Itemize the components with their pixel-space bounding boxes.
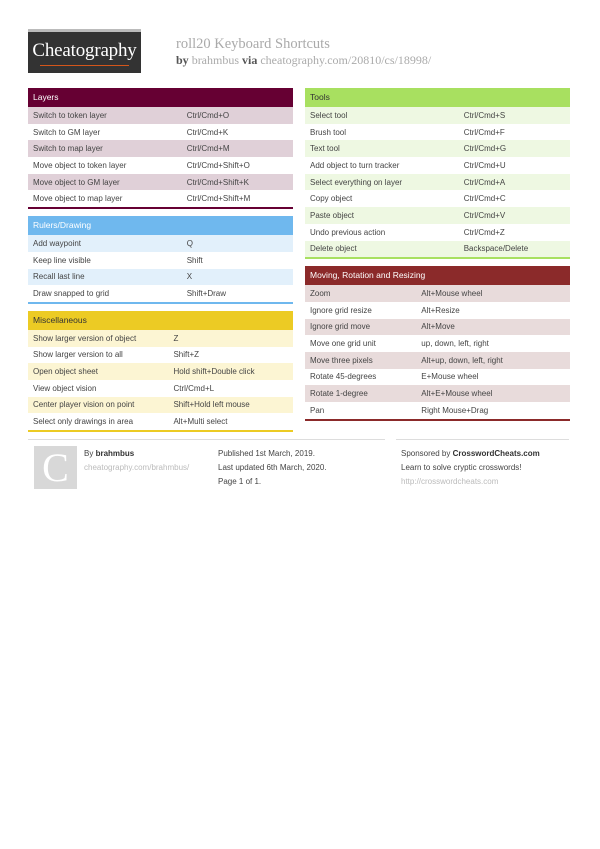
shortcut-cell: E+Mouse wheel bbox=[421, 372, 479, 382]
action-cell: Zoom bbox=[310, 289, 331, 299]
section-moving bbox=[305, 266, 570, 421]
table-row bbox=[305, 174, 570, 191]
shortcut-table-moving bbox=[305, 285, 570, 419]
table-row bbox=[28, 124, 293, 141]
table-row bbox=[28, 107, 293, 124]
section-header-layers: Layers bbox=[28, 88, 293, 107]
action-cell: Open object sheet bbox=[33, 367, 98, 377]
shortcut-cell: Ctrl/Cmd+O bbox=[186, 110, 230, 120]
page-count: Page 1 of 1. bbox=[218, 477, 262, 486]
section-layers bbox=[28, 88, 293, 209]
table-row bbox=[28, 174, 293, 191]
section-bottom-rule bbox=[305, 257, 570, 259]
table-row bbox=[28, 363, 293, 380]
shortcut-cell: Ctrl/Cmd+L bbox=[173, 383, 215, 393]
action-cell: Switch to token layer bbox=[33, 110, 107, 120]
left-column bbox=[28, 88, 293, 437]
shortcut-cell: Ctrl/Cmd+G bbox=[463, 144, 507, 154]
table-row bbox=[305, 302, 570, 319]
table-row bbox=[305, 107, 570, 124]
logo-text: Cheatography bbox=[32, 40, 137, 61]
footer-author-link[interactable]: brahmbus bbox=[95, 449, 135, 458]
action-cell: Add waypoint bbox=[33, 238, 82, 248]
footer-author-url[interactable]: cheatography.com/brahmbus/ bbox=[84, 463, 190, 472]
shortcut-cell: Ctrl/Cmd+U bbox=[463, 160, 506, 170]
table-row bbox=[305, 241, 570, 258]
byline bbox=[176, 53, 431, 68]
footer-divider bbox=[28, 439, 221, 440]
shortcut-cell: Backspace/Delete bbox=[463, 244, 529, 254]
shortcut-cell: Z bbox=[173, 333, 179, 343]
action-cell: Switch to map layer bbox=[33, 144, 103, 154]
shortcut-cell: Shift bbox=[186, 255, 203, 265]
table-row bbox=[28, 413, 293, 430]
action-cell: Paste object bbox=[310, 210, 355, 220]
by-label: by bbox=[176, 53, 189, 67]
table-row bbox=[305, 157, 570, 174]
via-label: via bbox=[242, 53, 258, 67]
shortcut-table-rulers bbox=[28, 235, 293, 302]
action-cell: Undo previous action bbox=[310, 227, 386, 237]
shortcut-cell: Ctrl/Cmd+Shift+K bbox=[186, 177, 249, 187]
section-header-tools: Tools bbox=[305, 88, 570, 107]
table-row bbox=[305, 402, 570, 419]
action-cell: Select tool bbox=[310, 110, 348, 120]
shortcut-cell: Hold shift+Double click bbox=[173, 367, 255, 377]
footer-divider bbox=[213, 439, 385, 440]
shortcut-cell: Right Mouse+Drag bbox=[421, 405, 489, 415]
section-bottom-rule bbox=[28, 430, 293, 432]
table-row bbox=[28, 397, 293, 414]
table-row bbox=[28, 140, 293, 157]
action-cell: Keep line visible bbox=[33, 255, 91, 265]
table-row bbox=[28, 157, 293, 174]
shortcut-table-misc bbox=[28, 330, 293, 430]
updated-date: Last updated 6th March, 2020. bbox=[218, 463, 327, 472]
action-cell: Add object to turn tracker bbox=[310, 160, 400, 170]
shortcut-cell: Ctrl/Cmd+F bbox=[463, 127, 505, 137]
action-cell: Center player vision on point bbox=[33, 400, 135, 410]
shortcut-cell: Ctrl/Cmd+Shift+M bbox=[186, 194, 251, 204]
action-cell: Recall last line bbox=[33, 272, 85, 282]
action-cell: Show larger version to all bbox=[33, 350, 123, 360]
table-row bbox=[28, 330, 293, 347]
shortcut-cell: Shift+Draw bbox=[186, 289, 227, 299]
page-title: roll20 Keyboard Shortcuts bbox=[176, 36, 330, 52]
table-row bbox=[305, 190, 570, 207]
action-cell: View object vision bbox=[33, 383, 97, 393]
table-row bbox=[28, 252, 293, 269]
shortcut-cell: Ctrl/Cmd+K bbox=[186, 127, 229, 137]
table-row bbox=[305, 224, 570, 241]
shortcut-cell: Q bbox=[186, 238, 193, 248]
shortcut-cell: Ctrl/Cmd+M bbox=[186, 144, 230, 154]
shortcut-cell: Shift+Z bbox=[173, 350, 200, 360]
action-cell: Select everything on layer bbox=[310, 177, 403, 187]
section-bottom-rule bbox=[305, 419, 570, 421]
table-row bbox=[305, 140, 570, 157]
table-row bbox=[305, 335, 570, 352]
action-cell: Draw snapped to grid bbox=[33, 289, 110, 299]
footer-sponsor-block bbox=[401, 447, 540, 489]
action-cell: Move object to GM layer bbox=[33, 177, 120, 187]
shortcut-cell: Shift+Hold left mouse bbox=[173, 400, 250, 410]
footer-by-label: By bbox=[84, 449, 94, 458]
footer-dates-block bbox=[218, 447, 327, 489]
footer-author-block bbox=[84, 447, 189, 475]
section-bottom-rule bbox=[28, 302, 293, 304]
action-cell: Select only drawings in area bbox=[33, 417, 134, 427]
action-cell: Brush tool bbox=[310, 127, 347, 137]
sponsor-tagline: Learn to solve cryptic crosswords! bbox=[401, 463, 522, 472]
action-cell: Ignore grid resize bbox=[310, 305, 372, 315]
table-row bbox=[28, 190, 293, 207]
shortcut-cell: Alt+Move bbox=[421, 322, 455, 332]
section-header-misc: Miscellaneous bbox=[28, 311, 293, 330]
shortcut-cell: Ctrl/Cmd+S bbox=[463, 110, 506, 120]
action-cell: Move object to token layer bbox=[33, 160, 127, 170]
section-header-moving: Moving, Rotation and Resizing bbox=[305, 266, 570, 285]
action-cell: Move object to map layer bbox=[33, 194, 123, 204]
section-header-rulers: Rulers/Drawing bbox=[28, 216, 293, 235]
shortcut-cell: Alt+Mouse wheel bbox=[421, 289, 483, 299]
action-cell: Move one grid unit bbox=[310, 339, 376, 349]
sponsored-label: Sponsored by bbox=[401, 449, 451, 458]
sponsor-url[interactable]: http://crosswordcheats.com bbox=[401, 477, 499, 486]
right-column bbox=[305, 88, 570, 426]
shortcut-table-tools bbox=[305, 107, 570, 257]
cheatography-logo[interactable] bbox=[28, 29, 141, 73]
sponsor-link[interactable]: CrosswordCheats.com bbox=[452, 449, 540, 458]
section-bottom-rule bbox=[28, 207, 293, 209]
action-cell: Move three pixels bbox=[310, 355, 373, 365]
section-rulers bbox=[28, 216, 293, 304]
table-row bbox=[305, 319, 570, 336]
action-cell: Ignore grid move bbox=[310, 322, 371, 332]
table-row bbox=[305, 124, 570, 141]
table-row bbox=[28, 285, 293, 302]
shortcut-cell: Alt+E+Mouse wheel bbox=[421, 389, 493, 399]
shortcut-cell: Alt+Resize bbox=[421, 305, 460, 315]
table-row bbox=[305, 207, 570, 224]
action-cell: Switch to GM layer bbox=[33, 127, 101, 137]
action-cell: Rotate 1-degree bbox=[310, 389, 368, 399]
footer-divider bbox=[396, 439, 569, 440]
shortcut-cell: Ctrl/Cmd+A bbox=[463, 177, 506, 187]
author-link[interactable]: brahmbus bbox=[191, 53, 240, 67]
section-misc bbox=[28, 311, 293, 432]
shortcut-cell: Ctrl/Cmd+Shift+O bbox=[186, 160, 250, 170]
shortcut-cell: X bbox=[186, 272, 193, 282]
table-row bbox=[28, 347, 293, 364]
sheet-url-link[interactable]: cheatography.com/20810/cs/18998/ bbox=[260, 53, 432, 67]
shortcut-table-layers bbox=[28, 107, 293, 207]
section-tools bbox=[305, 88, 570, 259]
shortcut-cell: Ctrl/Cmd+Z bbox=[463, 227, 505, 237]
table-row bbox=[28, 380, 293, 397]
action-cell: Delete object bbox=[310, 244, 357, 254]
shortcut-cell: Alt+Multi select bbox=[173, 417, 228, 427]
table-row bbox=[305, 285, 570, 302]
shortcut-cell: Alt+up, down, left, right bbox=[421, 355, 503, 365]
published-date: Published 1st March, 2019. bbox=[218, 449, 315, 458]
avatar[interactable]: C bbox=[34, 446, 77, 489]
shortcut-cell: up, down, left, right bbox=[421, 339, 489, 349]
table-row bbox=[305, 352, 570, 369]
shortcut-cell: Ctrl/Cmd+C bbox=[463, 194, 506, 204]
action-cell: Rotate 45-degrees bbox=[310, 372, 377, 382]
action-cell: Copy object bbox=[310, 194, 353, 204]
table-row bbox=[305, 385, 570, 402]
table-row bbox=[28, 235, 293, 252]
action-cell: Pan bbox=[310, 405, 325, 415]
shortcut-cell: Ctrl/Cmd+V bbox=[463, 210, 506, 220]
action-cell: Text tool bbox=[310, 144, 340, 154]
table-row bbox=[305, 369, 570, 386]
table-row bbox=[28, 269, 293, 286]
logo-underline bbox=[40, 65, 129, 66]
action-cell: Show larger version of object bbox=[33, 333, 137, 343]
